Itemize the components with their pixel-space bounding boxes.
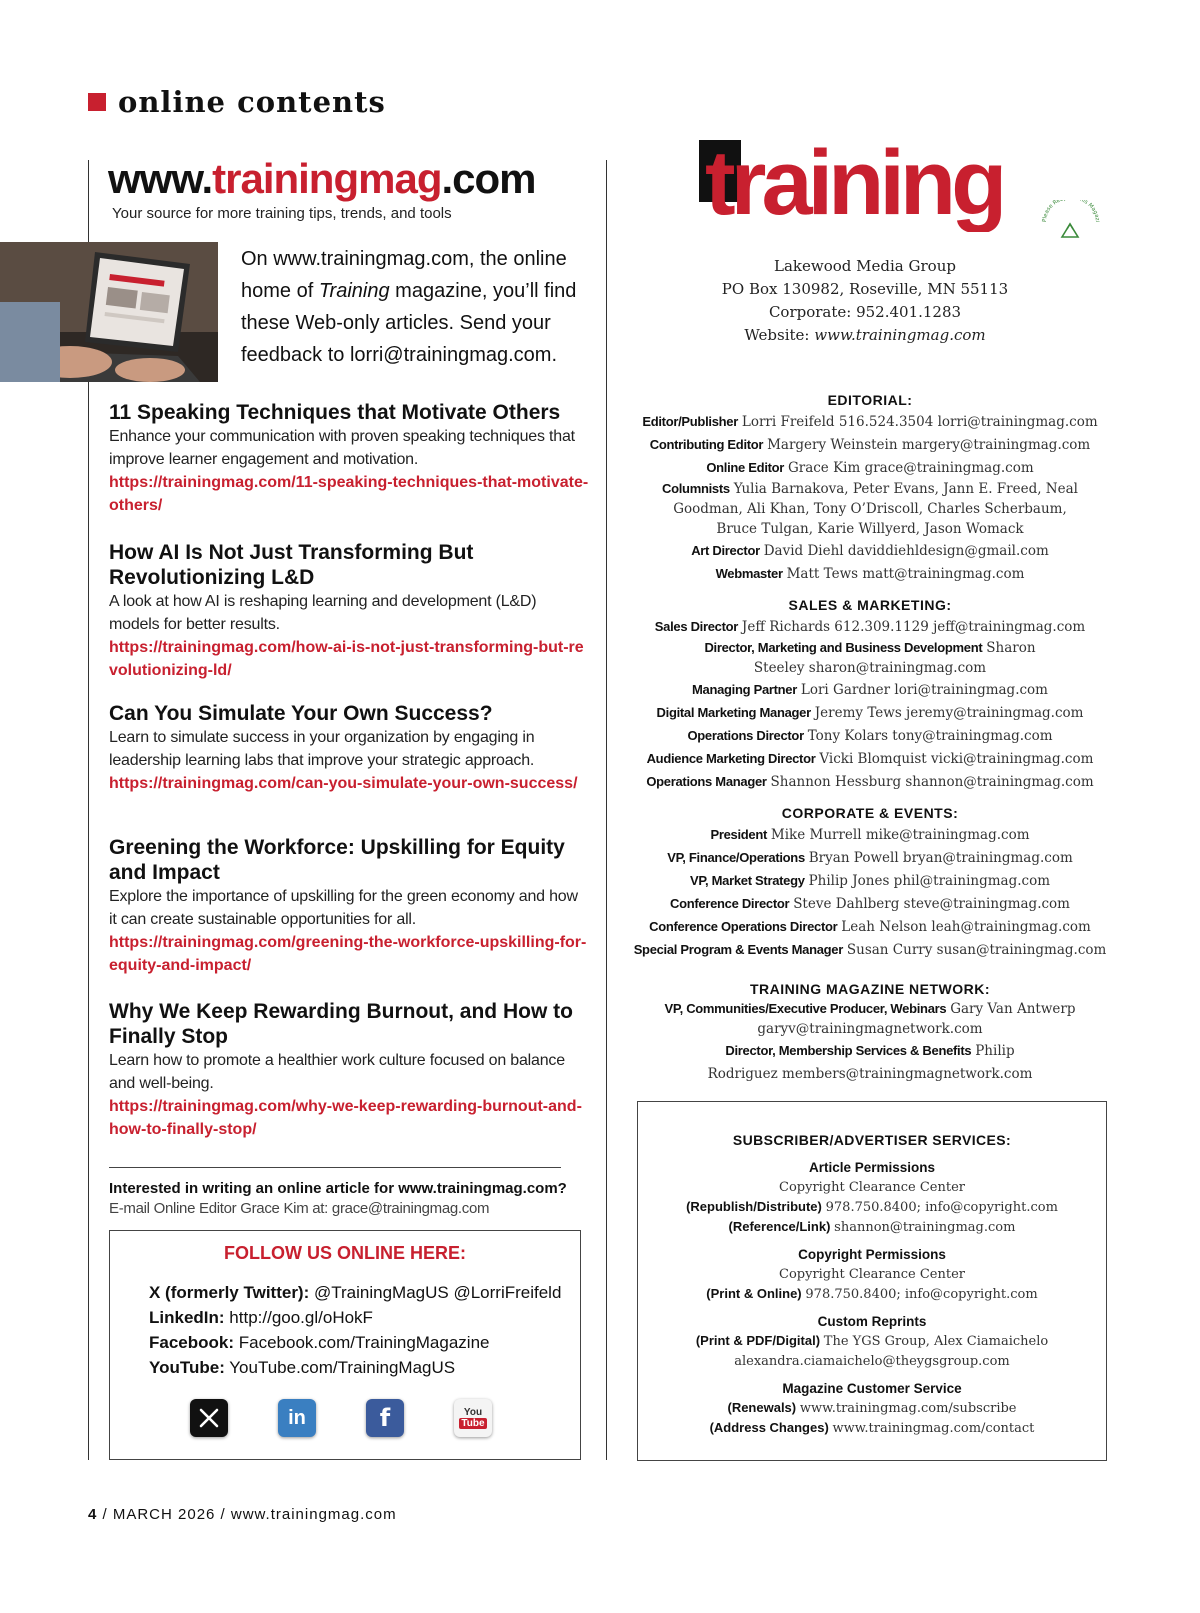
services-line: alexandra.ciamaichelo@theygsgroup.com — [734, 1354, 1010, 1369]
page-footer — [88, 1506, 397, 1523]
follow-label: LinkedIn: — [149, 1308, 225, 1327]
article-title[interactable]: 11 Speaking Techniques that Motivate Others — [109, 401, 561, 424]
masthead-row: Operations Director Tony Kolars tony@trainingmag.com — [687, 728, 1053, 744]
masthead-row: Online Editor Grace Kim grace@trainingmag.com — [706, 460, 1034, 476]
sales-heading: SALES & MARKETING: — [788, 597, 952, 613]
services-group-head: Custom Reprints — [817, 1314, 927, 1329]
intro-text — [241, 243, 591, 371]
follow-us-box — [109, 1230, 581, 1460]
masthead-row: Conference Operations Director Leah Nelson leah@trainingmag.com — [649, 919, 1091, 935]
training-logo — [699, 140, 1029, 232]
section-title: online contents — [118, 85, 386, 119]
masthead-row: Audience Marketing Director Vicki Blomquist vicki@trainingmag.com — [646, 751, 1094, 767]
site-title-suffix: .com — [441, 155, 536, 202]
masthead-row: Webmaster Matt Tews matt@trainingmag.com — [715, 566, 1025, 582]
masthead-row: Operations Manager Shannon Hessburg shannon@trainingmag.com — [646, 774, 1094, 790]
masthead-row: Contributing Editor Margery Weinstein margery@trainingmag.com — [649, 437, 1091, 453]
follow-label: YouTube: — [149, 1358, 225, 1377]
site-subtitle: Your source for more training tips, trends, and tools — [112, 205, 452, 222]
publisher-name: Lakewood Media Group — [774, 257, 956, 275]
laptop-photo — [0, 242, 218, 382]
article-5 — [109, 999, 589, 1141]
services-line: (Renewals) www.trainingmag.com/subscribe — [727, 1400, 1017, 1416]
services-line: (Print & PDF/Digital) The YGS Group, Alex Ciamaichelo — [695, 1333, 1049, 1349]
article-link[interactable]: https://trainingmag.com/how-ai-is-not-just-transforming-but-revolutionizing-ld/ — [109, 639, 584, 679]
publisher-website[interactable]: Website: www.trainingmag.com — [744, 326, 986, 344]
article-link[interactable]: https://trainingmag.com/can-you-simulate-your-own-success/ — [109, 775, 578, 792]
services-line: Copyright Clearance Center — [779, 1180, 965, 1195]
services-box — [637, 1101, 1107, 1461]
x-logo-icon[interactable] — [190, 1399, 228, 1437]
article-description: Explore the importance of upskilling for the green economy and how it can create sustainable opportunities for all. — [109, 888, 578, 928]
linkedin-icon[interactable]: in — [278, 1399, 316, 1437]
facebook-icon[interactable]: f — [366, 1399, 404, 1437]
services-group-head: Magazine Customer Service — [782, 1381, 962, 1396]
article-description: A look at how AI is reshaping learning and development (L&D) models for better results. — [109, 593, 537, 633]
write-contact[interactable]: E-mail Online Editor Grace Kim at: grace@trainingmag.com — [109, 1200, 490, 1217]
article-title[interactable]: Can You Simulate Your Own Success? — [109, 702, 493, 725]
article-link[interactable]: https://trainingmag.com/why-we-keep-rewarding-burnout-and-how-to-finally-stop/ — [109, 1098, 582, 1138]
article-link[interactable]: https://trainingmag.com/greening-the-workforce-upskilling-for-equity-and-impact/ — [109, 934, 587, 974]
follow-value: http://goo.gl/oHokF — [229, 1308, 373, 1327]
article-link[interactable]: https://trainingmag.com/11-speaking-techniques-that-motivate-others/ — [109, 474, 589, 514]
publisher-info — [700, 255, 1030, 347]
intro-part2: magazine, you’ll find these Web-only articles. Send your feedback to lorri@trainingmag.com. — [241, 280, 577, 366]
article-description: Learn how to promote a healthier work culture focused on balance and well-being. — [109, 1052, 565, 1092]
svg-text:Please Recycle This Magazine — [1040, 200, 1100, 223]
services-group-head: Copyright Permissions — [798, 1247, 946, 1262]
article-1 — [109, 400, 589, 517]
masthead-row: Sales Director Jeff Richards 612.309.1129 jeff@trainingmag.com — [654, 619, 1086, 635]
intro-part1: On www.trainingmag.com, the online home of — [241, 248, 567, 302]
masthead-row: Director, Marketing and Business Development Sharon Steeley sharon@trainingmag.com — [704, 640, 1036, 676]
page-number: 4 — [88, 1506, 98, 1523]
follow-label: X (formerly Twitter): — [149, 1283, 310, 1302]
masthead-row: Managing Partner Lori Gardner lori@trainingmag.com — [692, 682, 1048, 698]
site-title-brand: trainingmag — [212, 155, 442, 202]
article-4 — [109, 835, 589, 977]
masthead-row: Director, Membership Services & Benefits Philip Rodriguez members@trainingmagnetwork.com — [707, 1043, 1033, 1082]
services-title: SUBSCRIBER/ADVERTISER SERVICES: — [732, 1132, 1012, 1148]
article-title[interactable]: Greening the Workforce: Upskilling for Equity and Impact — [109, 836, 565, 884]
masthead-row: VP, Communities/Executive Producer, Webinars Gary Van Antwerp garyv@trainingmagnetwork.com — [664, 1001, 1076, 1037]
write-question: Interested in writing an online article for www.trainingmag.com? — [109, 1180, 567, 1197]
logo-text: training — [705, 140, 1003, 232]
article-description: Learn to simulate success in your organization by engaging in leadership learning labs that improve your strategic approach. — [109, 729, 535, 769]
follow-youtube[interactable] — [149, 1358, 455, 1378]
section-header — [88, 82, 386, 122]
youtube-icon[interactable]: You Tube — [454, 1399, 492, 1437]
services-line: (Address Changes) www.trainingmag.com/contact — [709, 1420, 1035, 1436]
follow-value: YouTube.com/TrainingMagUS — [229, 1358, 456, 1377]
article-2 — [109, 540, 589, 682]
services-line: Copyright Clearance Center — [779, 1267, 965, 1282]
article-title[interactable]: How AI Is Not Just Transforming But Revolutionizing L&D — [109, 541, 474, 589]
editorial-heading: EDITORIAL: — [827, 392, 913, 408]
divider — [109, 1167, 561, 1168]
follow-twitter[interactable] — [149, 1283, 561, 1303]
masthead-row: VP, Finance/Operations Bryan Powell bryan@trainingmag.com — [667, 850, 1073, 866]
masthead-row: Art Director David Diehl daviddiehldesign@gmail.com — [691, 543, 1049, 559]
masthead-row: Digital Marketing Manager Jeremy Tews jeremy@trainingmag.com — [656, 705, 1084, 721]
footer-text: / MARCH 2026 / www.trainingmag.com — [97, 1506, 397, 1523]
follow-label: Facebook: — [149, 1333, 235, 1352]
intro-italic: Training — [318, 280, 390, 302]
red-square-icon — [88, 93, 106, 111]
masthead-row: Special Program & Events Manager Susan Curry susan@trainingmag.com — [633, 942, 1107, 958]
article-title[interactable]: Why We Keep Rewarding Burnout, and How to Finally Stop — [109, 1000, 573, 1048]
publisher-address: PO Box 130982, Roseville, MN 55113 — [721, 280, 1009, 298]
services-line: (Reference/Link) shannon@trainingmag.com — [728, 1219, 1016, 1235]
site-title-prefix: www. — [108, 155, 213, 202]
network-heading: TRAINING MAGAZINE NETWORK: — [749, 981, 991, 997]
masthead — [630, 384, 1110, 1085]
masthead-row: President Mike Murrell mike@trainingmag.com — [710, 827, 1030, 843]
column-divider — [606, 160, 607, 1460]
services-group-head: Article Permissions — [808, 1160, 936, 1175]
article-3 — [109, 701, 589, 795]
follow-facebook[interactable] — [149, 1333, 489, 1353]
publisher-phone: Corporate: 952.401.1283 — [768, 303, 962, 321]
site-title — [108, 155, 536, 203]
masthead-row: Columnists Yulia Barnakova, Peter Evans, Jann E. Freed, Neal Goodman, Ali Khan, Tony O’Driscoll, Charles Scherbaum, Bruce Tulgan, Karie Willyerd, Jason Womack — [662, 481, 1078, 537]
recycle-text: Please Re his Magazi — [1041, 200, 1100, 223]
follow-value: Facebook.com/TrainingMagazine — [238, 1333, 490, 1352]
laptop-illustration — [0, 242, 218, 382]
masthead-row: VP, Market Strategy Philip Jones phil@trainingmag.com — [689, 873, 1051, 889]
follow-title: FOLLOW US ONLINE HERE: — [224, 1243, 466, 1263]
article-description: Enhance your communication with proven speaking techniques that improve learner engagement and motivation. — [109, 428, 575, 468]
services-line: (Republish/Distribute) 978.750.8400; info@copyright.com — [686, 1199, 1058, 1215]
logo-graphic — [699, 140, 1029, 232]
masthead-row: Editor/Publisher Lorri Freifeld 516.524.3504 lorri@trainingmag.com — [642, 414, 1098, 430]
corporate-heading: CORPORATE & EVENTS: — [781, 805, 959, 821]
follow-value: @TrainingMagUS @LorriFreifeld — [314, 1283, 562, 1302]
services-line: (Print & Online) 978.750.8400; info@copyright.com — [706, 1286, 1038, 1302]
follow-linkedin[interactable] — [149, 1308, 373, 1328]
masthead-row: Conference Director Steve Dahlberg steve@trainingmag.com — [670, 896, 1070, 912]
recycle-icon — [1040, 200, 1100, 248]
